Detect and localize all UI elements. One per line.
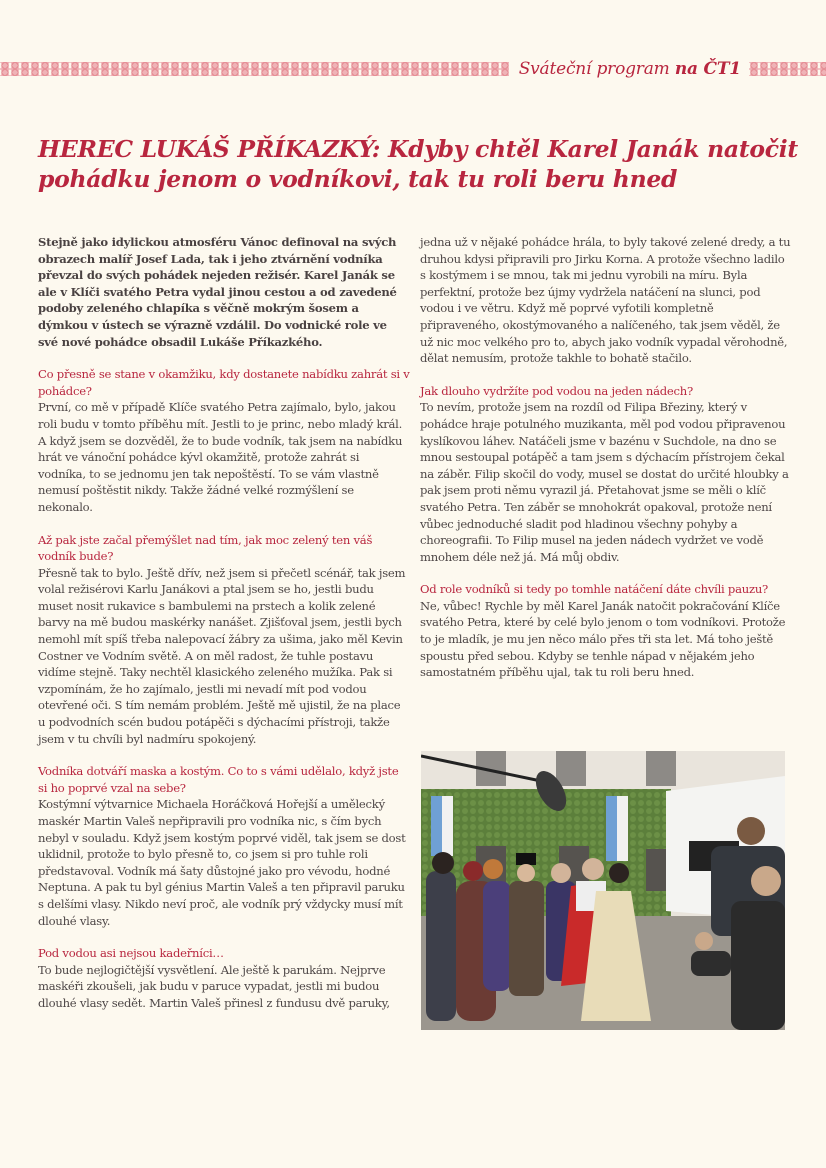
interview-answer: To bude nejlogičtější vysvětlení. Ale ještě k parukám. Nejprve maskéři zkoušeli, jak budu v paruce vypadat, jestli mi budou dlouhé vlasy sedět. Martin Valeš přinesl z fundusu dvě paruky, (38, 962, 390, 1010)
article-lead: Stejně jako idylickou atmosféru Vánoc definoval na svých obrazech malíř Josef Lada, tak i jeho ztvárnění vodníka převzal do svých pohádek nejeden režisér. Karel Janák se ale v Klíči svatého Petra vydal jinou cestou a od zavedené podoby zeleného chlapíka s věčně mokrým šosem a dýmkou v ústech se výrazně vzdálil. Do vodnické role ve své nové pohádce obsadil Lukáše Příkazkého. (38, 235, 397, 349)
interview-question: Vodníka dotváří maska a kostým. Co to s vámi udělalo, když jste si ho poprvé vzal na sebe? (38, 764, 399, 795)
article-column-left (38, 234, 410, 1028)
film-set-illustration (421, 751, 785, 1030)
header-band (0, 58, 826, 80)
interview-question: Jak dlouho vydržíte pod vodou na jeden nádech? (420, 383, 693, 398)
interview-answer: Kostýmní výtvarnice Michaela Horáčková Hořejší a umělecký maskér Martin Valeš nepřipravili pro vodníka nic, s čím bych nebyl v souladu. Když jsem kostým poprvé viděl, tak jsem se dost uklidnil, protože to bylo přesně to, co jsem si pro tuhle roli představoval. Vodník má šaty důstojné jako pro vévodu, hodné Neptuna. A pak tu byl génius Martin Valeš a ten připravil paruku s delšími vlasy. Nikdo neví proč, ale vodník prý vždycky musí mít dlouhé vlasy. (38, 797, 406, 928)
actor (509, 881, 544, 996)
interview-question: Od role vodníků si tedy po tomhle natáčení dáte chvíli pauzu? (420, 582, 769, 597)
interview-answer: První, co mě v případě Klíče svatého Petra zajímalo, bylo, jakou roli budu v tomto příběhu mít. Jestli to je princ, nebo mladý král. A když jsem se dozvěděl, že to bude vodník, tak jsem na nabídku hrát ve vánoční pohádce kývl okamžitě, protože zahrát si vodníka, to se jednomu jen tak nepoštěstí. To se vám vlastně nemusí poštěstit nikdy. Takže žádné velké rozmýšlení se nekonalo. (38, 400, 403, 514)
article-column-right (420, 234, 792, 697)
window (646, 751, 676, 786)
section-label-channel: na ČT1 (674, 59, 741, 79)
window (556, 751, 586, 786)
actor (426, 871, 456, 1021)
crouching-crew-member (691, 951, 731, 976)
interview-question: Co přesně se stane v okamžiku, kdy dostanete nabídku zahrát si v pohádce? (38, 367, 410, 398)
interview-answer-continuation: jedna už v nějaké pohádce hrála, to byly takové zelené dredy, a tu druhou kdysi připravili pro Jirku Korna. A protože všechno ladilo s kostýmem i se mnou, tak mi jednu vyrobili na míru. Byla perfektní, protože bez újmy vydržela natáčení na slunci, pod vodou i ve větru. Když mě poprvé vyfotili kompletně připraveného, okostýmovaného a nalíčeného, tak jsem věděl, že už nic moc velkého pro to, abych jako vodník vypadal věrohodně, dělat nemusím, protože takhle to bohatě stačilo. (420, 235, 791, 366)
film-set-photo (421, 751, 785, 1030)
section-label (519, 59, 741, 79)
interview-answer: Ne, vůbec! Rychle by měl Karel Janák natočit pokračování Klíče svatého Petra, které by celé bylo jenom o tom vodníkovi. Protože to je mladík, je mu jen něco málo přes tři sta let. Má toho ještě spoustu před sebou. Kdyby se tenhle nápad v nějakém jeho samostatném příběhu ujal, tak tu roli beru hned. (420, 598, 786, 680)
interview-question: Pod vodou asi nejsou kadeřníci… (38, 946, 224, 961)
folk-ornament-strip-end (749, 62, 826, 76)
section-label-prefix: Sváteční program (518, 59, 670, 79)
interview-question: Až pak jste začal přemýšlet nad tím, jak moc zelený ten váš vodník bude? (38, 532, 373, 564)
headline-name: HEREC LUKÁŠ PŘÍKAZKÝ: (38, 134, 381, 163)
headline-text: Kdyby chtěl Karel Janák natočit pohádku jenom o vodníkovi, tak tu roli beru hned (38, 134, 798, 193)
folk-ornament-strip (0, 62, 509, 76)
interview-answer: To nevím, protože jsem na rozdíl od Filipa Březiny, který v pohádce hraje potulného muzikanta, měl pod vodou připravenou kyslíkovou láhev. Natáčeli jsme v bazénu v Suchdole, na dno se mnou sestoupal potápěč a tam jsem s dýchacím přístrojem čekal na záběr. Filip skočil do vody, musel se dostat do určité hloubky a pak jsem proti němu vyrazil já. Přetahovat jsme se měli o klíč svatého Petra. Ten záběr se mnohokrát opakoval, protože není vůbec jednoduché sladit pod hladinou všechny pohyby a choreografii. To Filip musel na jeden nádech vydržet ve vodě mnohem déle než já. Má můj obdiv. (420, 400, 789, 564)
actor (483, 881, 511, 991)
article-headline (38, 134, 798, 194)
interview-answer: Přesně tak to bylo. Ještě dřív, než jsem si přečetl scénář, tak jsem volal režisérovi Karlu Janákovi a ptal jsem se ho, jestli budu muset nosit rukavice s bambulemi na prstech a kolik zelené barvy na mě budou maskérky nanášet. Zjišťoval jsem, jestli bych nemohl mít spíš třeba nalepovací žábry za ušima, jako měl Kevin Costner ve Vodním světě. A on měl radost, že tuhle postavu vidíme stejně. Taky nechtěl klasického zeleného mužíka. Pak si vzpomínám, že ho zajímalo, jestli mi nevadí mít pod vodou otevřené oči. S tím nemám problém. Ještě mě ujistil, že na place u podvodních scén budou potápěči s dýchacími přístroji, takže jsem v tu chvíli byl nadmíru spokojený. (38, 565, 406, 746)
crew-member (731, 901, 785, 1030)
